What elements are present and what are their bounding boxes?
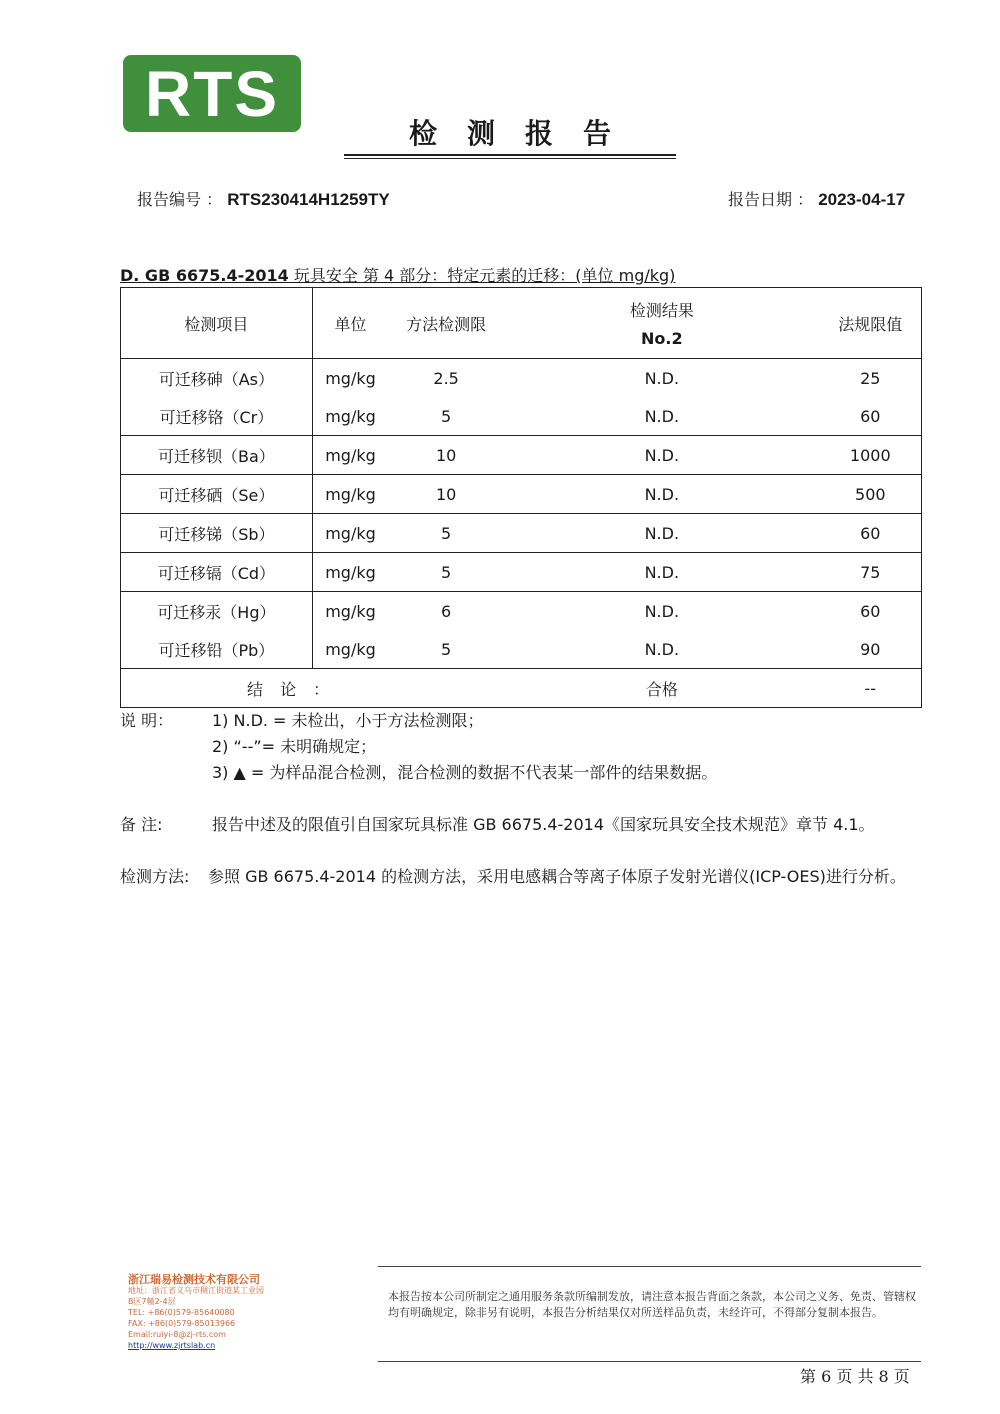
logo-text: RTS: [145, 57, 279, 130]
row-mdl: 6: [441, 601, 452, 621]
row-mdl: 5: [441, 639, 452, 659]
row-unit: mg/kg: [325, 523, 376, 543]
row-item: 可迁移汞（Hg）: [121, 592, 313, 631]
row-unit: mg/kg: [325, 368, 376, 388]
row-result: N.D.: [644, 445, 680, 465]
row-limit: 90: [860, 639, 881, 659]
section-code: D. GB 6675.4-2014: [120, 266, 289, 285]
note-item: 1) N.D. = 未检出，小于方法检测限；: [212, 711, 484, 730]
report-date-value: 2023-04-17: [818, 190, 906, 209]
header-regulatory-limit: 法规限值: [838, 314, 903, 334]
row-item: 可迁移镉（Cd）: [121, 553, 313, 592]
row-mdl: 5: [441, 406, 452, 426]
section-title-text: 玩具安全 第 4 部分：特定元素的迁移：(单位 mg/kg): [288, 266, 676, 285]
page-number: 第 6 页 共 8 页: [800, 1367, 910, 1386]
row-unit: mg/kg: [325, 601, 376, 621]
row-unit: mg/kg: [325, 445, 376, 465]
row-limit: 1000: [849, 445, 891, 465]
table-row: [121, 592, 922, 631]
header-item: 检测项目: [121, 288, 313, 359]
report-number-value: RTS230414H1259TY: [227, 190, 390, 209]
row-result: N.D.: [644, 523, 680, 543]
row-result: N.D.: [644, 406, 680, 426]
company-address: 地址：浙江省义乌市稠江街道某工业园: [128, 1286, 264, 1295]
company-name: 浙江瑞易检测技术有限公司: [128, 1273, 260, 1286]
company-tel: TEL: +86(0)579-85640080: [128, 1308, 235, 1317]
row-mdl: 10: [435, 484, 457, 504]
remark: [120, 812, 875, 835]
table-row: [121, 630, 922, 669]
row-item: 可迁移钡（Ba）: [121, 436, 313, 475]
row-mdl: 10: [435, 445, 457, 465]
row-mdl: 5: [441, 523, 452, 543]
company-info: [128, 1274, 264, 1351]
results-table: [120, 287, 922, 708]
title-underline-thin: [344, 158, 676, 159]
report-number: [137, 187, 390, 210]
note-item: 2) “--”= 未明确规定；: [212, 737, 377, 756]
row-limit: 25: [860, 368, 881, 388]
row-item: 可迁移铅（Pb）: [121, 630, 313, 669]
row-unit: mg/kg: [325, 406, 376, 426]
conclusion-result: 合格: [645, 679, 678, 699]
row-item: 可迁移硒（Se）: [121, 475, 313, 514]
row-unit: mg/kg: [325, 562, 376, 582]
footer-divider-bottom: [378, 1361, 921, 1362]
remark-label: 备 注:: [120, 815, 163, 834]
header-method-limit: 方法检测限: [406, 314, 487, 334]
table-header-row: [121, 288, 922, 359]
header-sample: No.2: [641, 329, 683, 348]
company-email: Email:ruiyi-8@zj-rts.com: [128, 1330, 226, 1339]
note-item: 3) ▲ = 为样品混合检测，混合检测的数据不代表某一部件的结果数据。: [212, 763, 718, 782]
report-number-label: 报告编号 ：: [137, 190, 223, 209]
row-limit: 60: [860, 406, 881, 426]
row-unit: mg/kg: [325, 484, 376, 504]
company-fax: FAX: +86(0)579-85013966: [128, 1319, 236, 1328]
row-limit: 60: [860, 601, 881, 621]
conclusion-limit: --: [864, 678, 877, 698]
table-row: [121, 436, 922, 475]
row-item: 可迁移锑（Sb）: [121, 514, 313, 553]
table-row: [121, 359, 922, 398]
table-row: [121, 475, 922, 514]
method-text: 参照 GB 6675.4-2014 的检测方法，采用电感耦合等离子体原子发射光谱仪(ICP-OES)进行分析。: [208, 867, 906, 886]
rts-logo: [123, 55, 301, 132]
row-mdl: 2.5: [433, 368, 459, 388]
disclaimer: 本报告按本公司所制定之通用服务条款所编制发放，请注意本报告背面之条款，本公司之义务、免责、管辖权均有明确规定，除非另有说明，本报告分析结果仅对所送样品负责，未经许可，不得部分复制本报告。: [388, 1290, 916, 1319]
method-label: 检测方法:: [120, 867, 190, 886]
header-result: [504, 288, 820, 359]
test-method: [120, 864, 920, 890]
company-building: B区7幢2-4层: [128, 1297, 176, 1306]
section-title: [120, 263, 675, 286]
title-underline: [344, 154, 676, 156]
row-mdl: 5: [441, 562, 452, 582]
company-website-link[interactable]: http://www.zjrtslab.cn: [128, 1341, 216, 1350]
report-date-label: 报告日期 ：: [728, 190, 814, 209]
row-limit: 60: [860, 523, 881, 543]
report-date: [728, 187, 905, 210]
notes: [120, 708, 920, 788]
row-result: N.D.: [644, 484, 680, 504]
table-row: [121, 514, 922, 553]
row-result: N.D.: [644, 368, 680, 388]
footer-divider: [378, 1266, 921, 1267]
remark-text: 报告中述及的限值引自国家玩具标准 GB 6675.4-2014《国家玩具安全技术规范》章节 4.1。: [212, 815, 875, 834]
report-title: 检测报告: [408, 117, 641, 150]
row-item: 可迁移砷（As）: [121, 359, 313, 398]
header-unit: 单位: [334, 314, 367, 334]
row-result: N.D.: [644, 639, 680, 659]
header-result-label: 检测结果: [629, 301, 694, 320]
row-result: N.D.: [644, 601, 680, 621]
row-item: 可迁移铬（Cr）: [121, 397, 313, 436]
notes-label: 说 明：: [120, 711, 174, 730]
conclusion-label: 结 论 ：: [247, 679, 336, 699]
table-row: [121, 397, 922, 436]
row-limit: 500: [855, 484, 886, 504]
row-unit: mg/kg: [325, 639, 376, 659]
table-row: [121, 553, 922, 592]
row-limit: 75: [860, 562, 881, 582]
row-result: N.D.: [644, 562, 680, 582]
conclusion-row: [121, 669, 922, 708]
